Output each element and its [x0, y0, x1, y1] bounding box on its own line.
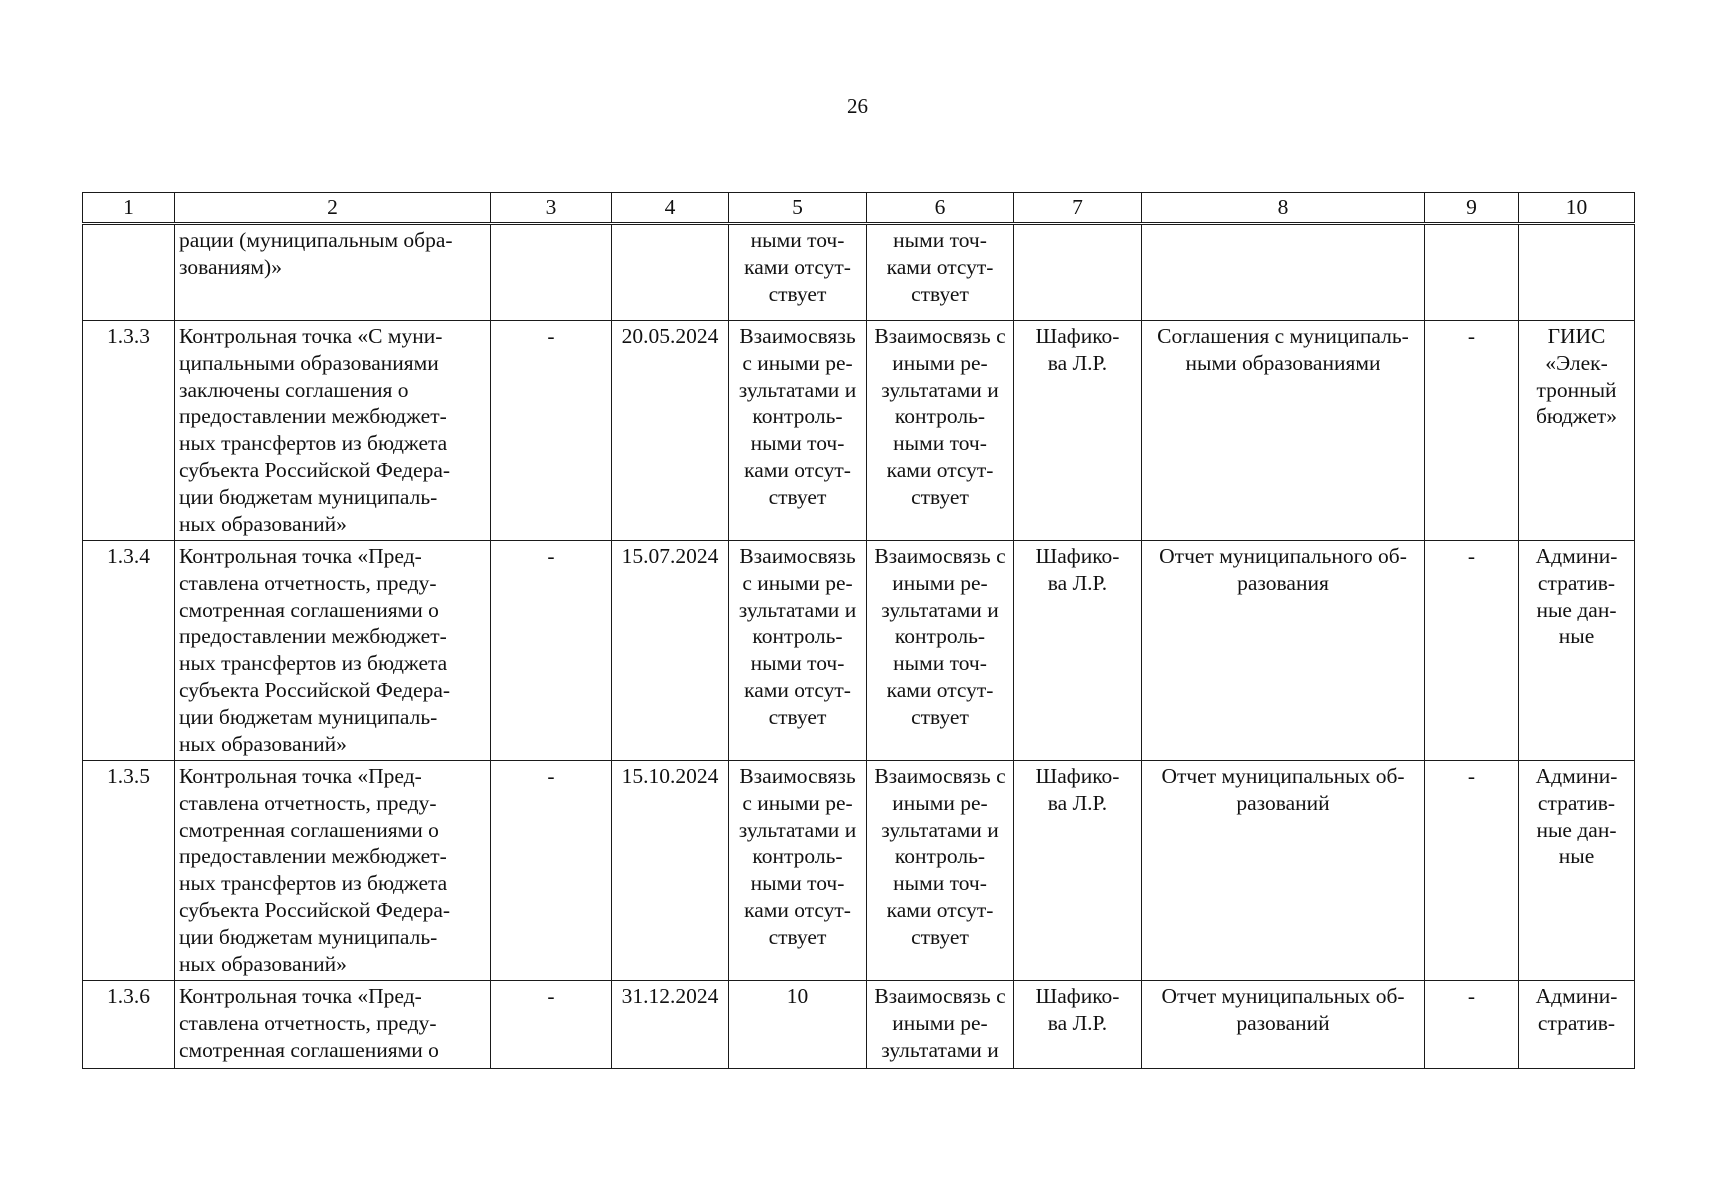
source-cell: ГИИС «Элек- тронный бюджет»	[1519, 321, 1635, 541]
source-cell: Админи- стратив- ные дан- ные	[1519, 761, 1635, 981]
responsible-cell: Шафико- ва Л.Р.	[1014, 761, 1142, 981]
date-cell	[612, 224, 729, 321]
responsible-cell: Шафико- ва Л.Р.	[1014, 541, 1142, 761]
document-cell: Соглашения с муниципаль- ными образованиями	[1142, 321, 1425, 541]
control-point-name-cell: Контрольная точка «Пред- ставлена отчетность, преду- смотренная соглашениями о предоставлении межбюджет- ных трансфертов из бюджета субъекта Российской Федера- ции бюджетам муниципаль- ных образований»	[175, 761, 491, 981]
row-number-cell: 1.3.6	[83, 981, 175, 1069]
date-cell: 20.05.2024	[612, 321, 729, 541]
document-cell	[1142, 224, 1425, 321]
table-row	[83, 224, 1635, 321]
column-5-cell: Взаимосвязь с иными ре- зультатами и контроль- ными точ- ками отсут- ствует	[729, 321, 867, 541]
document-cell: Отчет муниципальных об- разований	[1142, 761, 1425, 981]
column-header: 2	[175, 193, 491, 224]
responsible-cell	[1014, 224, 1142, 321]
column-9-cell: -	[1425, 321, 1519, 541]
responsible-cell: Шафико- ва Л.Р.	[1014, 981, 1142, 1069]
column-header: 1	[83, 193, 175, 224]
column-header: 10	[1519, 193, 1635, 224]
document-cell: Отчет муниципального об- разования	[1142, 541, 1425, 761]
column-3-cell: -	[491, 761, 612, 981]
column-9-cell: -	[1425, 541, 1519, 761]
column-5-cell: ными точ- ками отсут- ствует	[729, 224, 867, 321]
column-header: 9	[1425, 193, 1519, 224]
row-number-cell: 1.3.5	[83, 761, 175, 981]
column-6-cell: Взаимосвязь с иными ре- зультатами и контроль- ными точ- ками отсут- ствует	[867, 761, 1014, 981]
table-row	[83, 321, 1635, 541]
column-6-cell: Взаимосвязь с иными ре- зультатами и	[867, 981, 1014, 1069]
date-cell: 31.12.2024	[612, 981, 729, 1069]
row-number-cell: 1.3.3	[83, 321, 175, 541]
column-9-cell	[1425, 224, 1519, 321]
source-cell	[1519, 224, 1635, 321]
column-6-cell: Взаимосвязь с иными ре- зультатами и контроль- ными точ- ками отсут- ствует	[867, 321, 1014, 541]
column-number-row	[83, 193, 1635, 224]
column-3-cell: -	[491, 981, 612, 1069]
control-point-name-cell: Контрольная точка «Пред- ставлена отчетность, преду- смотренная соглашениями о предоставлении межбюджет- ных трансфертов из бюджета субъекта Российской Федера- ции бюджетам муниципаль- ных образований»	[175, 541, 491, 761]
responsible-cell: Шафико- ва Л.Р.	[1014, 321, 1142, 541]
column-3-cell: -	[491, 321, 612, 541]
column-6-cell: Взаимосвязь с иными ре- зультатами и контроль- ными точ- ками отсут- ствует	[867, 541, 1014, 761]
column-header: 8	[1142, 193, 1425, 224]
column-header: 5	[729, 193, 867, 224]
date-cell: 15.07.2024	[612, 541, 729, 761]
column-9-cell: -	[1425, 981, 1519, 1069]
control-point-name-cell: Контрольная точка «С муни- ципальными образованиями заключены соглашения о предоставлении межбюджет- ных трансфертов из бюджета субъекта Российской Федера- ции бюджетам муниципаль- ных образований»	[175, 321, 491, 541]
table-row	[83, 981, 1635, 1069]
column-9-cell: -	[1425, 761, 1519, 981]
column-header: 3	[491, 193, 612, 224]
row-number-cell: 1.3.4	[83, 541, 175, 761]
page-number: 26	[847, 94, 868, 118]
column-header: 7	[1014, 193, 1142, 224]
column-3-cell: -	[491, 541, 612, 761]
row-number-cell	[83, 224, 175, 321]
table-row	[83, 541, 1635, 761]
table-row	[83, 761, 1635, 981]
column-6-cell: ными точ- ками отсут- ствует	[867, 224, 1014, 321]
source-cell: Админи- стратив-	[1519, 981, 1635, 1069]
date-cell: 15.10.2024	[612, 761, 729, 981]
control-points-table	[82, 192, 1635, 1069]
column-5-cell: Взаимосвязь с иными ре- зультатами и контроль- ными точ- ками отсут- ствует	[729, 761, 867, 981]
source-cell: Админи- стратив- ные дан- ные	[1519, 541, 1635, 761]
control-point-name-cell: Контрольная точка «Пред- ставлена отчетность, преду- смотренная соглашениями о	[175, 981, 491, 1069]
column-header: 6	[867, 193, 1014, 224]
column-3-cell	[491, 224, 612, 321]
control-point-name-cell: рации (муниципальным обра- зованиям)»	[175, 224, 491, 321]
document-cell: Отчет муниципальных об- разований	[1142, 981, 1425, 1069]
column-5-cell: 10	[729, 981, 867, 1069]
column-header: 4	[612, 193, 729, 224]
column-5-cell: Взаимосвязь с иными ре- зультатами и контроль- ными точ- ками отсут- ствует	[729, 541, 867, 761]
